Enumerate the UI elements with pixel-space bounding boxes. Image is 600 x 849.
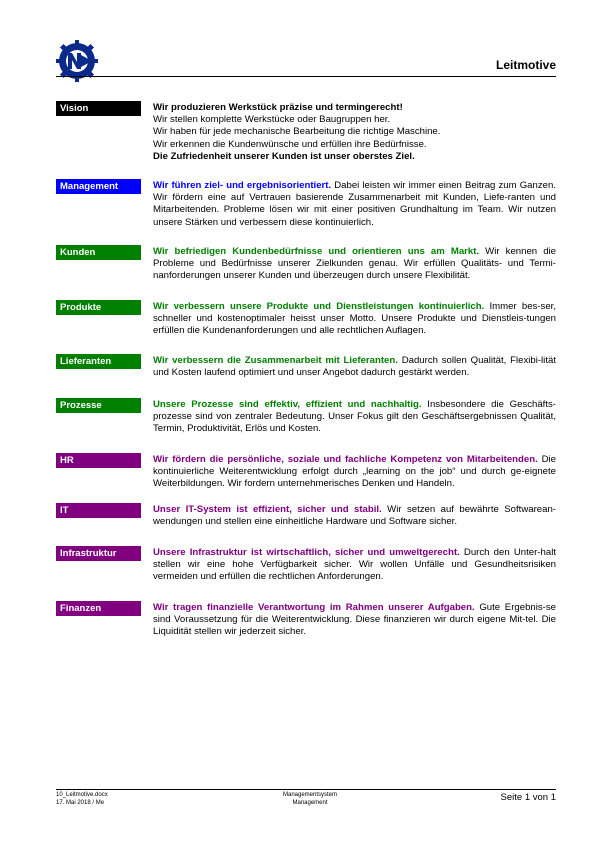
section-body: Durch den Unter-halt stellen wir eine hohe Verfügbarkeit sicher. Wir wollen Unfälle und Gesundheitsrisiken vermeiden und erfüllen die rechtlichen Anforderungen. [153,547,557,583]
section-body: Dadurch sollen Qualität, Flexibi-lität und Kosten laufend optimiert und unser Angebot dadurch gestärkt werden. [153,355,556,379]
section-lead: Wir verbessern die Zusammenarbeit mit Lieferanten. [153,355,398,366]
text-line: Wir erkennen die Kundenwünsche und erfüllen ihre Bedürfnisse. [153,138,427,150]
section-label: Kunden [56,245,141,260]
text-line: Wir stellen komplette Werkstücke oder Baugruppen her. [153,114,391,126]
section-text [153,399,556,436]
page-title: Leitmotive [495,58,556,72]
section-text [153,102,556,163]
text-line: Wir produzieren Werkstück präzise und termingerecht! [153,102,403,113]
section-label: Finanzen [56,601,141,616]
footer-area: Management [292,799,328,806]
section-text [153,547,556,584]
section-lead: Unsere Infrastruktur ist wirtschaftlich, sicher und umweltgerecht. [153,547,460,558]
section-text [153,180,556,229]
section-text [153,246,556,283]
section-text [153,301,556,338]
section-lead: Wir verbessern unsere Produkte und Dienstleistungen kontinuierlich. [153,301,485,312]
section-label: Produkte [56,300,141,315]
section-label: Prozesse [56,398,141,413]
section-label: IT [56,503,141,518]
section-lead: Wir fördern die persönliche, soziale und fachliche Kompetenz von Mitarbeitenden. [153,454,538,465]
footer-system: Managementsystem [282,792,338,798]
section-text [153,355,556,379]
section-body: Dabei leisten wir immer einen Beitrag zum Ganzen. Wir fördern eine auf Vertrauen basierende Zusammenarbeit mit Kunden, Liefe-ranten und Mitarbeitenden. Probleme lösen wir mit einer positiven Grundhaltung im Team. Wir nutzen unsere Stärken und verbessern diese kontinuierlich. [153,180,556,228]
section-body: Gute Ergebnis-se sind Voraussetzung für die Weiterentwicklung. Diese finanzieren wir durch eigene Mit-tel. Die Liquidität stellen wir jederzeit sicher. [153,602,556,638]
footer-filename: 10_Leitmotive.docx [56,792,108,798]
footer-date: 17. Mai 2018 / Me [56,799,105,806]
section-lead: Wir tragen finanzielle Verantwortung im Rahmen unserer Aufgaben. [153,602,475,613]
section-text [153,454,556,491]
text-line: Wir haben für jede mechanische Bearbeitung die richtige Maschine. [153,126,441,138]
page-number: Seite 1 von 1 [500,792,556,803]
section-lead: Unsere Prozesse sind effektiv, effizient und nachhaltig. [153,399,422,410]
footer-file-info [56,792,108,807]
section-label: Infrastruktur [56,546,141,561]
header-divider [56,76,556,77]
text-line: Die Zufriedenheit unserer Kunden ist unser oberstes Ziel. [153,150,415,162]
section-label: HR [56,453,141,468]
section-label: Management [56,179,141,194]
section-body: Immer bes-ser, schneller und kostenoptimaler heisst unser Motto. Unsere Produkte und Dienstleis-tungen erfüllen die Kundenanforderungen und alle rechtlichen Auflagen. [153,301,556,337]
section-body: Wir kennen die Probleme und Bedürfnisse unserer Zielkunden genau. Wir erfüllen Qualitäts- und Termi-nanforderungen unserer Kunden und überzeugen durch unsere Flexibilität. [153,246,557,282]
section-text [153,602,556,639]
footer-divider [56,789,556,790]
section-lead: Wir befriedigen Kundenbedürfnisse und orientieren uns am Markt. [153,246,480,257]
section-body: Wir setzen auf bewährte Softwarean-wendungen und stellen eine einheitliche Hardware und Software sicher. [153,504,556,528]
footer-system-info [250,792,370,807]
section-label: Vision [56,101,141,116]
section-body: Insbesondere die Geschäfts-prozesse sind von zentraler Bedeutung. Unser Fokus gilt den Geschäftsergebnissen Qualität, Termin, Produktivität, Erlös und Kosten. [153,399,556,435]
section-body: Die kontinuierliche Weiterentwicklung erfolgt durch „learning on the job“ und durch ge-eignete Weiterbildungen. Wir fordern unternehmerisches Denken und Handeln. [153,454,556,490]
section-lead: Wir führen ziel- und ergebnisorientiert. [153,180,332,191]
section-lead: Unser IT-System ist effizient, sicher und stabil. [153,504,382,515]
section-text [153,504,556,528]
section-label: Lieferanten [56,354,141,369]
